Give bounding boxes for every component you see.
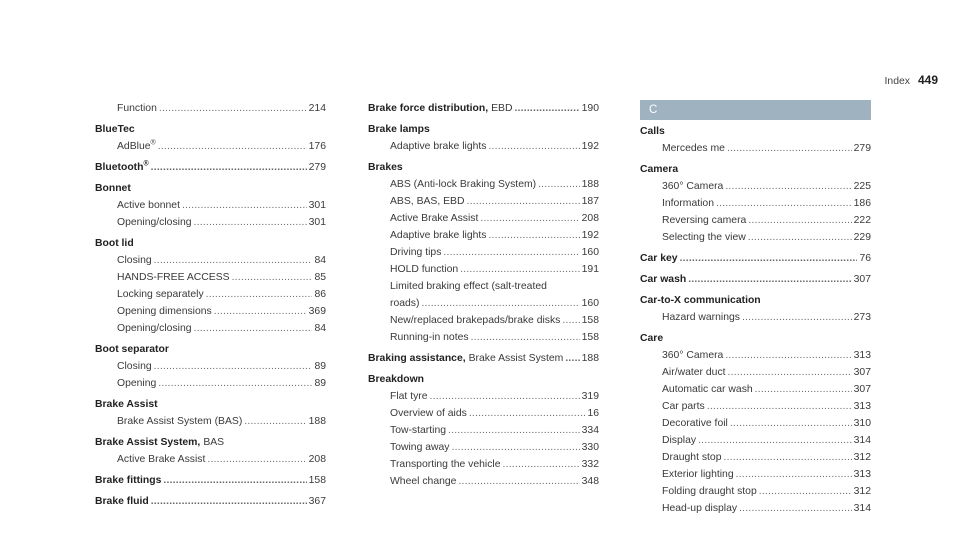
sub-entry-text: New/replaced brakepads/brake disks (390, 315, 561, 326)
sub-entry[interactable] (640, 195, 871, 212)
sub-entry[interactable] (95, 100, 326, 117)
dot-leader (707, 398, 852, 415)
page-reference[interactable]: 192 (581, 230, 599, 241)
dot-leader (182, 197, 307, 214)
index-entry (95, 235, 326, 337)
dot-leader (154, 252, 313, 269)
sub-entry-text: Transporting the vehicle (390, 459, 501, 470)
section-letter-bar: C (640, 100, 871, 120)
sub-entry[interactable] (640, 432, 871, 449)
sub-entry-text: Adaptive brake lights (390, 141, 487, 152)
entry-heading-text: Brake force distribution, (368, 103, 489, 114)
dot-leader (680, 250, 858, 267)
sub-entry-text: Opening/closing (117, 323, 192, 334)
sub-entry-text: Opening (117, 378, 157, 389)
index-entry (95, 100, 326, 117)
registered-mark: ® (143, 160, 149, 168)
entry-heading (95, 235, 326, 252)
index-entry (95, 180, 326, 231)
entry-heading[interactable] (95, 472, 326, 489)
entry-heading-text: BlueTec (95, 124, 135, 135)
entry-heading (95, 180, 326, 197)
sub-entry-text: Brake Assist System (BAS) (117, 416, 243, 427)
sub-entry[interactable] (368, 405, 599, 422)
page-reference[interactable]: 312 (853, 452, 871, 463)
entry-heading-suffix: BAS (203, 437, 225, 448)
dot-leader (730, 415, 852, 432)
dot-leader (488, 138, 579, 155)
sub-entry-text: Locking separately (117, 289, 204, 300)
page-reference[interactable]: 332 (581, 459, 599, 470)
sub-entry[interactable] (640, 449, 871, 466)
dot-leader (430, 388, 580, 405)
page-reference[interactable]: 16 (587, 408, 599, 419)
index-entry (95, 341, 326, 392)
sub-entry[interactable] (640, 309, 871, 326)
sub-entry-text: 360° Camera (662, 350, 724, 361)
page-reference[interactable]: 188 (581, 179, 599, 190)
entry-heading-text: Boot lid (95, 238, 134, 249)
sub-entry-text: HOLD function (390, 264, 459, 275)
sub-entry[interactable] (640, 140, 871, 157)
dot-leader (755, 381, 852, 398)
dot-leader (488, 227, 579, 244)
page-reference[interactable]: 208 (308, 454, 326, 465)
registered-mark: ® (150, 139, 156, 147)
page-reference[interactable]: 229 (853, 232, 871, 243)
entry-heading-text: Car key (640, 253, 678, 264)
dot-leader (480, 210, 579, 227)
entry-heading-text: Brake fittings (95, 475, 162, 486)
entry-heading-suffix: Brake Assist System (468, 353, 564, 364)
index-entry (95, 121, 326, 155)
page-reference[interactable]: 225 (853, 181, 871, 192)
sub-entry[interactable] (95, 451, 326, 468)
entry-heading (368, 371, 599, 388)
dot-leader (151, 493, 307, 510)
page-reference[interactable]: 214 (308, 103, 326, 114)
sub-entry-text: Running-in notes (390, 332, 469, 343)
sub-entry[interactable] (640, 178, 871, 195)
dot-leader (538, 176, 580, 193)
dot-leader (244, 413, 306, 430)
page-reference[interactable]: 190 (581, 103, 599, 114)
page-reference[interactable]: 312 (853, 486, 871, 497)
sub-entry[interactable] (95, 138, 326, 155)
dot-leader (565, 350, 579, 367)
entry-heading-text: Brakes (368, 162, 403, 173)
sub-entry-text: ABS (Anti-lock Braking System) (390, 179, 537, 190)
entry-heading-text: Calls (640, 126, 665, 137)
entry-heading[interactable] (95, 493, 326, 510)
dot-leader (467, 193, 580, 210)
sub-entry[interactable] (640, 415, 871, 432)
page-reference[interactable]: 279 (308, 162, 326, 173)
index-entry (368, 100, 599, 117)
entry-heading-text: Boot separator (95, 344, 169, 355)
index-label: Index (884, 76, 910, 87)
page-reference[interactable]: 84 (314, 323, 326, 334)
sub-entry[interactable] (640, 229, 871, 246)
sub-entry-text: Air/water duct (662, 367, 726, 378)
sub-entry[interactable] (368, 456, 599, 473)
page-reference[interactable]: 301 (308, 200, 326, 211)
sub-entry-text: Folding draught stop (662, 486, 757, 497)
page-reference[interactable]: 191 (581, 264, 599, 275)
page-reference[interactable]: 313 (853, 350, 871, 361)
entry-heading-text: Breakdown (368, 374, 425, 385)
dot-leader (562, 312, 579, 329)
page-reference[interactable]: 89 (314, 378, 326, 389)
entry-heading-text: Brake fluid (95, 496, 149, 507)
dot-leader (206, 286, 313, 303)
sub-entry[interactable] (368, 138, 599, 155)
dot-leader (748, 229, 852, 246)
entry-heading[interactable] (368, 100, 599, 117)
index-entry (640, 330, 871, 517)
page-reference[interactable]: 273 (853, 312, 871, 323)
index-entry (95, 434, 326, 468)
dot-leader (471, 329, 580, 346)
entry-heading (95, 341, 326, 358)
sub-entry[interactable] (95, 375, 326, 392)
sub-entry-text: Active Brake Assist (390, 213, 479, 224)
sub-entry[interactable] (368, 244, 599, 261)
sub-entry[interactable] (368, 227, 599, 244)
sub-entry[interactable] (95, 303, 326, 320)
sub-entry[interactable] (95, 286, 326, 303)
page-reference[interactable]: 314 (853, 503, 871, 514)
page-reference[interactable]: 86 (314, 289, 326, 300)
dot-leader (698, 432, 852, 449)
sub-entry-text: Automatic car wash (662, 384, 753, 395)
dot-leader (736, 466, 852, 483)
index-entry (368, 350, 599, 367)
index-entry (640, 250, 871, 267)
page-reference[interactable]: 369 (308, 306, 326, 317)
entry-heading (640, 330, 871, 347)
sub-entry-text: Opening/closing (117, 217, 192, 228)
sub-entry[interactable] (95, 269, 326, 286)
entry-heading (640, 161, 871, 178)
dot-leader (748, 212, 851, 229)
entry-heading-text: Brake Assist System, (95, 437, 201, 448)
sub-entry[interactable] (368, 193, 599, 210)
sub-entry (368, 278, 599, 295)
sub-entry-text: Opening dimensions (117, 306, 212, 317)
dot-leader (724, 449, 852, 466)
sub-entry-text: Active bonnet (117, 200, 180, 211)
sub-entry-text: Exterior lighting (662, 469, 734, 480)
sub-entry-text: Adaptive brake lights (390, 230, 487, 241)
entry-heading (95, 396, 326, 413)
sub-entry[interactable] (640, 500, 871, 517)
sub-entry-text: Hazard warnings (662, 312, 740, 323)
dot-leader (716, 195, 852, 212)
page-reference[interactable]: 160 (581, 298, 599, 309)
dot-leader (194, 214, 307, 231)
page-reference[interactable]: 310 (853, 418, 871, 429)
entry-heading-text: Bonnet (95, 183, 131, 194)
sub-entry[interactable] (368, 295, 599, 312)
page-reference[interactable]: 279 (853, 143, 871, 154)
page-reference[interactable]: 89 (314, 361, 326, 372)
sub-entry[interactable] (95, 197, 326, 214)
entry-heading (640, 123, 871, 140)
sub-entry[interactable] (368, 439, 599, 456)
index-entry (640, 292, 871, 326)
entry-heading-text: Car wash (640, 274, 687, 285)
dot-leader (448, 422, 580, 439)
index-entry (640, 123, 871, 157)
page-reference[interactable]: 84 (314, 255, 326, 266)
page-reference[interactable]: 85 (314, 272, 326, 283)
sub-entry-text: Towing away (390, 442, 450, 453)
dot-leader (214, 303, 307, 320)
page-reference[interactable]: 348 (581, 476, 599, 487)
sub-entry-text: Selecting the view (662, 232, 746, 243)
dot-leader (158, 138, 307, 155)
sub-entry-text: Reversing camera (662, 215, 747, 226)
entry-heading-text: Care (640, 333, 664, 344)
sub-entry[interactable] (640, 398, 871, 415)
page-reference[interactable]: 76 (859, 253, 871, 264)
page-reference[interactable]: 334 (581, 425, 599, 436)
page-reference[interactable]: 319 (581, 391, 599, 402)
sub-entry[interactable] (368, 473, 599, 490)
index-column-2 (368, 100, 599, 490)
sub-entry[interactable] (368, 210, 599, 227)
page-reference[interactable]: 222 (853, 215, 871, 226)
sub-entry[interactable] (95, 320, 326, 337)
dot-leader (725, 347, 851, 364)
dot-leader (458, 473, 579, 490)
dot-leader (163, 472, 306, 489)
sub-entry[interactable] (368, 329, 599, 346)
index-entry (640, 271, 871, 288)
entry-heading-text: Car-to-X communication (640, 295, 761, 306)
dot-leader (759, 483, 852, 500)
entry-heading-text: Braking assistance, (368, 353, 466, 364)
sub-entry[interactable] (368, 388, 599, 405)
sub-entry-text: HANDS-FREE ACCESS (117, 272, 230, 283)
sub-entry-text: Mercedes me (662, 143, 725, 154)
index-entry (95, 159, 326, 176)
sub-entry-text: roads) (390, 298, 420, 309)
dot-leader (207, 451, 306, 468)
sub-entry-text: Tow-starting (390, 425, 447, 436)
page-reference[interactable]: 160 (581, 247, 599, 258)
dot-leader (232, 269, 313, 286)
sub-entry[interactable] (640, 347, 871, 364)
dot-leader (742, 309, 852, 326)
sub-entry[interactable] (640, 212, 871, 229)
page-reference[interactable]: 330 (581, 442, 599, 453)
sub-entry-text: Display (662, 435, 697, 446)
index-entry (368, 159, 599, 346)
sub-entry-text: Car parts (662, 401, 705, 412)
sub-entry[interactable] (368, 176, 599, 193)
page-reference[interactable]: 176 (308, 141, 326, 152)
entry-heading-text: Camera (640, 164, 679, 175)
entry-heading-text: Brake Assist (95, 399, 158, 410)
entry-heading (95, 434, 326, 451)
dot-leader (158, 375, 312, 392)
sub-entry[interactable] (640, 483, 871, 500)
dot-leader (421, 295, 579, 312)
page-reference[interactable]: 187 (581, 196, 599, 207)
entry-heading (95, 121, 326, 138)
dot-leader (469, 405, 586, 422)
sub-entry-text: Head-up display (662, 503, 738, 514)
entry-heading (368, 159, 599, 176)
sub-entry-text: Limited braking effect (salt-treated (390, 281, 547, 292)
index-column-1 (95, 100, 326, 510)
dot-leader (503, 456, 580, 473)
dot-leader (727, 140, 852, 157)
sub-entry-text: Decorative foil (662, 418, 728, 429)
page-reference[interactable]: 313 (853, 401, 871, 412)
dot-leader (688, 271, 851, 288)
page-number: 449 (917, 73, 938, 87)
dot-leader (194, 320, 313, 337)
page-reference[interactable]: 208 (581, 213, 599, 224)
dot-leader (159, 100, 307, 117)
sub-entry-text: Draught stop (662, 452, 722, 463)
sub-entry[interactable] (95, 358, 326, 375)
index-entry (640, 161, 871, 246)
dot-leader (460, 261, 580, 278)
page-reference[interactable]: 158 (581, 315, 599, 326)
page-reference[interactable]: 307 (853, 384, 871, 395)
index-column-3 (640, 100, 871, 517)
sub-entry[interactable] (95, 413, 326, 430)
dot-leader (739, 500, 852, 517)
index-entry (95, 493, 326, 510)
page-reference[interactable]: 186 (853, 198, 871, 209)
entry-heading[interactable] (640, 250, 871, 267)
sub-entry[interactable] (95, 252, 326, 269)
dot-leader (151, 159, 307, 176)
sub-entry-text: Active Brake Assist (117, 454, 206, 465)
sub-entry[interactable] (95, 214, 326, 231)
index-entry (368, 371, 599, 490)
dot-leader (154, 358, 313, 375)
dot-leader (728, 364, 852, 381)
sub-entry-text: Overview of aids (390, 408, 467, 419)
dot-leader (514, 100, 579, 117)
entry-heading[interactable] (640, 271, 871, 288)
entry-heading[interactable] (368, 350, 599, 367)
sub-entry-text: Driving tips (390, 247, 442, 258)
page-reference[interactable]: 307 (853, 367, 871, 378)
page-reference[interactable]: 188 (308, 416, 326, 427)
sub-entry-text: Closing (117, 361, 152, 372)
dot-leader (443, 244, 579, 261)
entry-heading-text: Bluetooth® (95, 160, 149, 173)
sub-entry-text: Information (662, 198, 714, 209)
page-reference[interactable]: 188 (581, 353, 599, 364)
sub-entry-text: 360° Camera (662, 181, 724, 192)
entry-heading-suffix: EBD (491, 103, 513, 114)
page-reference[interactable]: 158 (308, 475, 326, 486)
sub-entry[interactable] (640, 466, 871, 483)
sub-entry-text: AdBlue® (117, 139, 156, 152)
page-reference[interactable]: 367 (308, 496, 326, 507)
page-header (885, 73, 938, 87)
sub-entry[interactable] (640, 381, 871, 398)
dot-leader (725, 178, 851, 195)
index-entry (368, 121, 599, 155)
entry-heading (368, 121, 599, 138)
sub-entry[interactable] (640, 364, 871, 381)
sub-entry[interactable] (368, 261, 599, 278)
index-entry (95, 472, 326, 489)
page-reference[interactable]: 158 (581, 332, 599, 343)
entry-heading (640, 292, 871, 309)
sub-entry-text: Closing (117, 255, 152, 266)
page-reference[interactable]: 314 (853, 435, 871, 446)
sub-entry[interactable] (368, 312, 599, 329)
sub-entry[interactable] (368, 422, 599, 439)
page-reference[interactable]: 313 (853, 469, 871, 480)
sub-entry-text: Wheel change (390, 476, 457, 487)
entry-heading[interactable] (95, 159, 326, 176)
sub-entry-text: Function (117, 103, 157, 114)
page-reference[interactable]: 301 (308, 217, 326, 228)
index-entry (95, 396, 326, 430)
page-reference[interactable]: 307 (853, 274, 871, 285)
dot-leader (452, 439, 580, 456)
sub-entry-text: ABS, BAS, EBD (390, 196, 465, 207)
entry-heading-text: Brake lamps (368, 124, 430, 135)
page-reference[interactable]: 192 (581, 141, 599, 152)
sub-entry-text: Flat tyre (390, 391, 428, 402)
